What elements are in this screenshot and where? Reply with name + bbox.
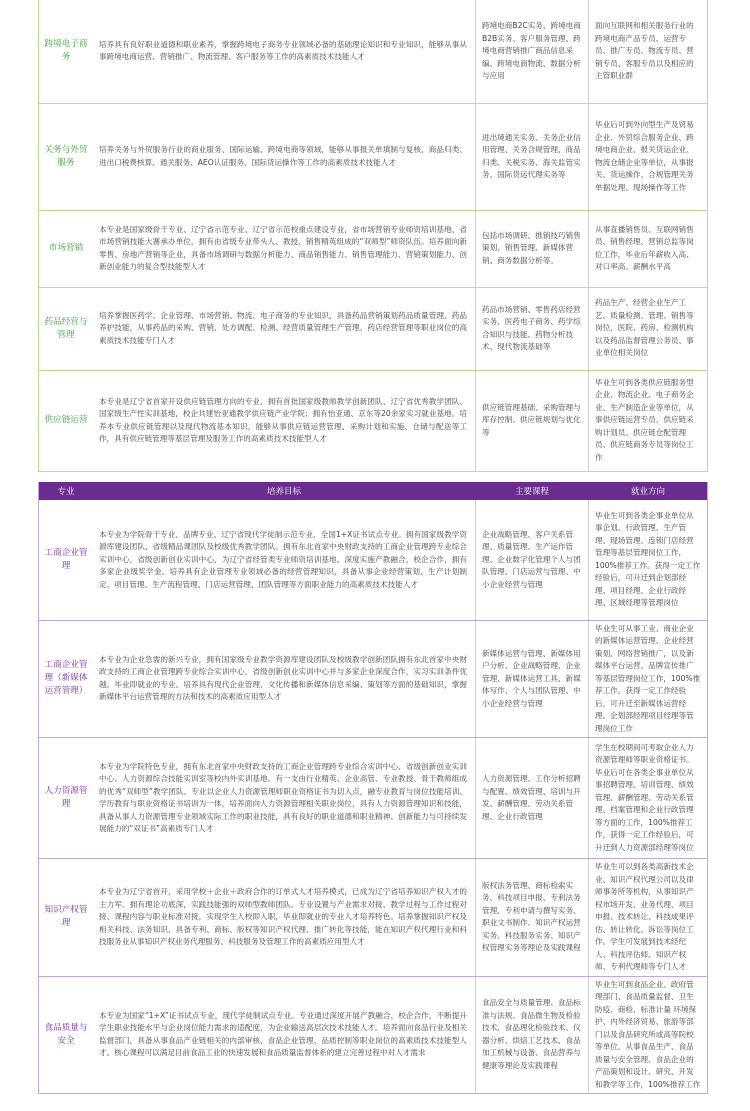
program-table-bottom [38, 482, 708, 1094]
header-major: 专业 [39, 482, 94, 500]
program-courses: 进出境通关实务、关务企业信用管理、关务合规管理、商品归类、关税实务、海关监管实务、国际货运代理实务等 [476, 103, 588, 210]
table-header-row [39, 482, 708, 500]
table-row [39, 500, 708, 620]
program-careers: 从事直播销售员、互联网销售员、销售经理、营销总监等岗位工作，毕业后年薪收入高、对口率高、薪酬水平高 [589, 210, 708, 287]
header-careers: 就业方向 [589, 482, 708, 500]
program-name: 人力资源管理 [39, 738, 94, 859]
program-careers: 面向互联网和相关服务行业的跨境电商产品专员、运营专员、推广专员、物流专员、营销专员、客服专员以及相应的主管职业群 [589, 0, 708, 103]
table-row [39, 738, 708, 859]
program-courses: 食品安全与质量管理、食品标准与法规、食品微生物及检验技术、食品理化检验技术、仪器分析、烘焙工艺技术、食品加工机械与设备、食品营养与健康等理论及实践课程 [476, 976, 588, 1094]
program-name: 知识产权管理 [39, 859, 94, 977]
program-courses: 包括市场调研、推销技巧销售策划、销售管理、新媒体营销、商务数据分析等。 [476, 210, 588, 287]
program-goal: 本专业为国家“1+X”证书试点专业，现代学徒制试点专业。专业通过深度开展产教融合，校企合作，不断提升学生职业技能水平与企业岗位能力需求的适配度，为企业输送高层次技术技能人才。培养面向食品行业及相关监督部门，具备从事食品产业链相关的内部审核、食品企业管理、品质控制等职业岗位的高素质技术技能型人才。核心课程可以满足目前食品工业的快速发展和食品质量监督体系的建立完善过程中对人才需求 [93, 976, 475, 1094]
program-name: 供应链运营 [39, 370, 94, 471]
program-name: 工商企业管理（新媒体运营管理） [39, 620, 94, 738]
program-careers: 毕业生可以到各类高新技术企业、知识产权代理公司以及律师事务所等机构，从事知识产权市场开发、业务代理、项目申报、技术转让、科技成果评估、转让转化、诉讼等岗位工作。学生可发展到技术经纪人、科技评估师、知识产权师、专利代理师等专门人才 [589, 859, 708, 977]
program-goal: 培养具有良好职业道德和职业素养，掌握跨境电子商务专业领域必备的基础理论知识和专业知识，能够从事从事跨境电商运营、营销推广、物流管理、客户服务等工作的高素质技术技能人才 [93, 0, 475, 103]
program-courses: 跨境电商B2C实务、跨境电商B2B实务、客户服务管理、跨境电商营销推广商品信息采编、跨境电商物流、数据分析与应用 [476, 0, 588, 103]
program-courses: 供应链管理基础、采购管理与库存控制、供应链规划与优化等 [476, 370, 588, 471]
program-goal: 本专业为辽宁省首开，采用学校＋企业＋政府合作的订单式人才培养模式，已成为辽宁省培养知识产权人才的主力军。拥有理论功底深，实践技能强的双师型教师团队。专业设置与产业需求对接、教学过程与工作过程对接、课程内容与职业标准对接，实现学生入校即入职，毕业即就业的专业人才培养特色。培养掌握知识产权及相关科技、法务知识，具备专利、商标、版权等知识产权代理、推广转化等技能，能在知识产权代理行业和科技服务业从事知识产权业务代理服务、科技服务及管理工作的高素质应用型人才 [93, 859, 475, 977]
table-row [39, 620, 708, 738]
program-name: 药品经营与管理 [39, 287, 94, 370]
header-courses: 主要课程 [476, 482, 588, 500]
program-name: 工商企业管理 [39, 500, 94, 620]
program-careers: 学生在校期间可考取企业人力资源管理师等职业资格证书。毕业后可在各类企事业单位从事招聘管理、培训管理、绩效管理、薪酬管理、劳动关系管理、档案管理和企业行政管理等方面的工作，100%推荐工作，获得一定工作经验后，可升迁到人力资源部经理等岗位 [589, 738, 708, 859]
table-row [39, 859, 708, 977]
program-courses: 药品市场营销、零售药店经营实务、医药电子商务、药学综合知识与技能、药物分析技术、现代物流基础等 [476, 287, 588, 370]
program-goal: 本专业为企业急需的新兴专业，拥有国家级专业教学资源库建设团队及校级教学创新团队拥有东北首家中央财政支持的工商企业管理跨专业综合实训中心，省级创新创业实训中心并与多家企业深度合作，实习实训条件优越。毕业即就业的专业。培养具有现代企业管理、文化传播和新媒体信息采编、策划等方面的基础知识，掌握新媒体平台运营管理的方法和技术的高素质应用型人才 [93, 620, 475, 738]
program-careers: 毕业生可到各类企事业单位从事企划、行政管理、生产管理、现场管理、连锁门店经营管理等基层管理岗位工作，100%推荐工作。获得一定工作经验后，可升迁到企划部经理、项目经理、企业行政经理、区域经理等管理岗位 [589, 500, 708, 620]
program-goal: 本专业是辽宁省首家开设供应链管理方向的专业，拥有首批国家级教师教学创新团队、辽宁省优秀教学团队、国家级生产性实训基地，校企共建怡亚通教学供应链产业学院；拥有怡亚通、京东等20余家实习就业基地。培养本专业供应链管理以及现代物流基本知识，能够从事供应链运营管理、采购计划和实施、仓储与配送等工作，具有供应链管理等基层管理及服务工作的高素质技术技能型人才 [93, 370, 475, 471]
program-table-top [38, 0, 708, 472]
program-careers: 药品生产、经营企业生产工艺、质量检测、管理、销售等岗位，医院、药房、检测机构以及药品监督管理公务员、事业单位相关岗位 [589, 287, 708, 370]
program-goal: 本专业为学院骨干专业、品牌专业、辽宁省现代学徒制示范专业、全国1+X证书试点专业。拥有国家级教学资源库建设团队，省级精品课团队及校级优秀教学团队。拥有东北首家中央财政支持的工商企业管理跨专业综合实训中心，省级创新创业实训中心，为辽宁省经管类专业师资培训基地。深度实施产教融合，校企合作，拥有多家企业级奖学金。培养具有企业管理专业领域必备的经营管理知识，具备从事企业经营策划、生产计划制定、项目管理、生产流程管理、门店运营管理、团队管理等方面职业能力的高素质技术技能人才 [93, 500, 475, 620]
program-goal: 培养掌握医药学、企业管理、市场营销、物流、电子商务的专业知识，具备药品营销策划药品质量管理、药品养护技能，从事药品的采购、营销、处方调配、检测、经营质量管理生产管理、药店经营管理等职业岗位的高素质技术技能专门人才 [93, 287, 475, 370]
program-name: 市场营销 [39, 210, 94, 287]
program-careers: 毕业后可到外向型生产及贸易企业、外贸综合服务企业、跨境电商企业、报关货运企业、物流仓储企业等单位，从事报关、货运操作、合规管理关务单据处理、现场操作等工作 [589, 103, 708, 210]
program-goal: 培养关务与外贸服务行业的商业服务、国际运输、跨境电商等领域，能够从事报关单填制与复核、商品归类、进出口税费核算、通关服务、AEO认证服务、国际货运操作等工作的高素质技术技能人才 [93, 103, 475, 210]
header-goal: 培养目标 [93, 482, 475, 500]
program-name: 跨境电子商务 [39, 0, 94, 103]
program-courses: 企业战略管理、客户关系管理、质量管理、生产运作管理、企业数字化管理个人与团队管理、门店运营与管理、中小企业经营与管理 [476, 500, 588, 620]
program-courses: 新媒体运营与管理、新媒体用户分析、企业战略管理、企业管理、新媒体运营工具、新媒体写作、个人与团队管理、中小企业经营与管理 [476, 620, 588, 738]
program-courses: 人力资源管理、工作分析招聘与配置、绩效管理、培训与开发、薪酬管理、劳动关系管理、企业行政管理 [476, 738, 588, 859]
program-careers: 毕业生可到食品企业、政府管理部门、食品质量监督、卫生防疫、商检、标准计量 环境保护、内外经济贸易、旅游等部门以及食品研究所或高等院校等单位，从事食品生产、食品质量与安全管理、食品企业的产品策划和设计、研究、开发和教学等工作，100%推荐工作 [589, 976, 708, 1094]
table-row [39, 103, 708, 210]
table-row [39, 370, 708, 471]
program-name: 关务与外贸服务 [39, 103, 94, 210]
table-row [39, 976, 708, 1094]
program-name: 食品质量与安全 [39, 976, 94, 1094]
table-row [39, 0, 708, 103]
table-row [39, 287, 708, 370]
program-goal: 本专业是国家级骨干专业、辽宁省示范专业、辽宁省示范校重点建设专业，省市场营销专业师资培训基地、省市场营销技能大赛承办单位，拥有由省级专业带头人、教授、销售精英组成的“双师型”师资队伍。培养面向新零售、房地产营销等企业，具备市场调研与数据分析能力、商品销售能力、销售管理能力、营销策划能力、创新创业能力的复合型技能型人才 [93, 210, 475, 287]
program-courses: 版权法务管理、商标检索实务、科技项目申报、专利法务管理、专利申请与撰写实务、职业文书制作、知识产权运营实务、科技服务实务、知识产权管理实务等理论及实践课程 [476, 859, 588, 977]
program-careers: 毕业生可到各类供应链服务型企业、物流企业、电子商务企业、生产制造企业等单位，从事供应链运营专员、供应链采购计划员、供应链仓配管理员、供应链商务专员等岗位工作 [589, 370, 708, 471]
program-goal: 本专业为学院特色专业，拥有东北首家中央财政支持的工商企业管理跨专业综合实训中心、省级创新创业实训中心、人力资源综合技能实训室等校内外实训基地。有一支由行业精英、企业高管、专业教授、骨干教师组成的优秀“双师型”教学团队。专业以企业人力资源管理师职业资格证书为切入点，融专业教育与岗位技能培训、学历教育与职业资格证书培训为一体，培养面向人力资源管理相关职业岗位，具有人力资源管理知识和技能，具备从事人力资源管理专业领域实际工作的职业技能，具有良好的职业道德和职业精神、创新能力与可持续发展能力的“双证书”高素质专门人才 [93, 738, 475, 859]
program-careers: 毕业生可从事工业、商业企业的新媒体运营管理、企业经营策划、网络营销推广，以及新媒体平台运营、品牌宣传推广等基层管理岗位工作，100%推荐工作。获得一定工作经验后，可升迁至新媒体运营经理、企划部经理项目经理等管理岗位工作 [589, 620, 708, 738]
table-row [39, 210, 708, 287]
